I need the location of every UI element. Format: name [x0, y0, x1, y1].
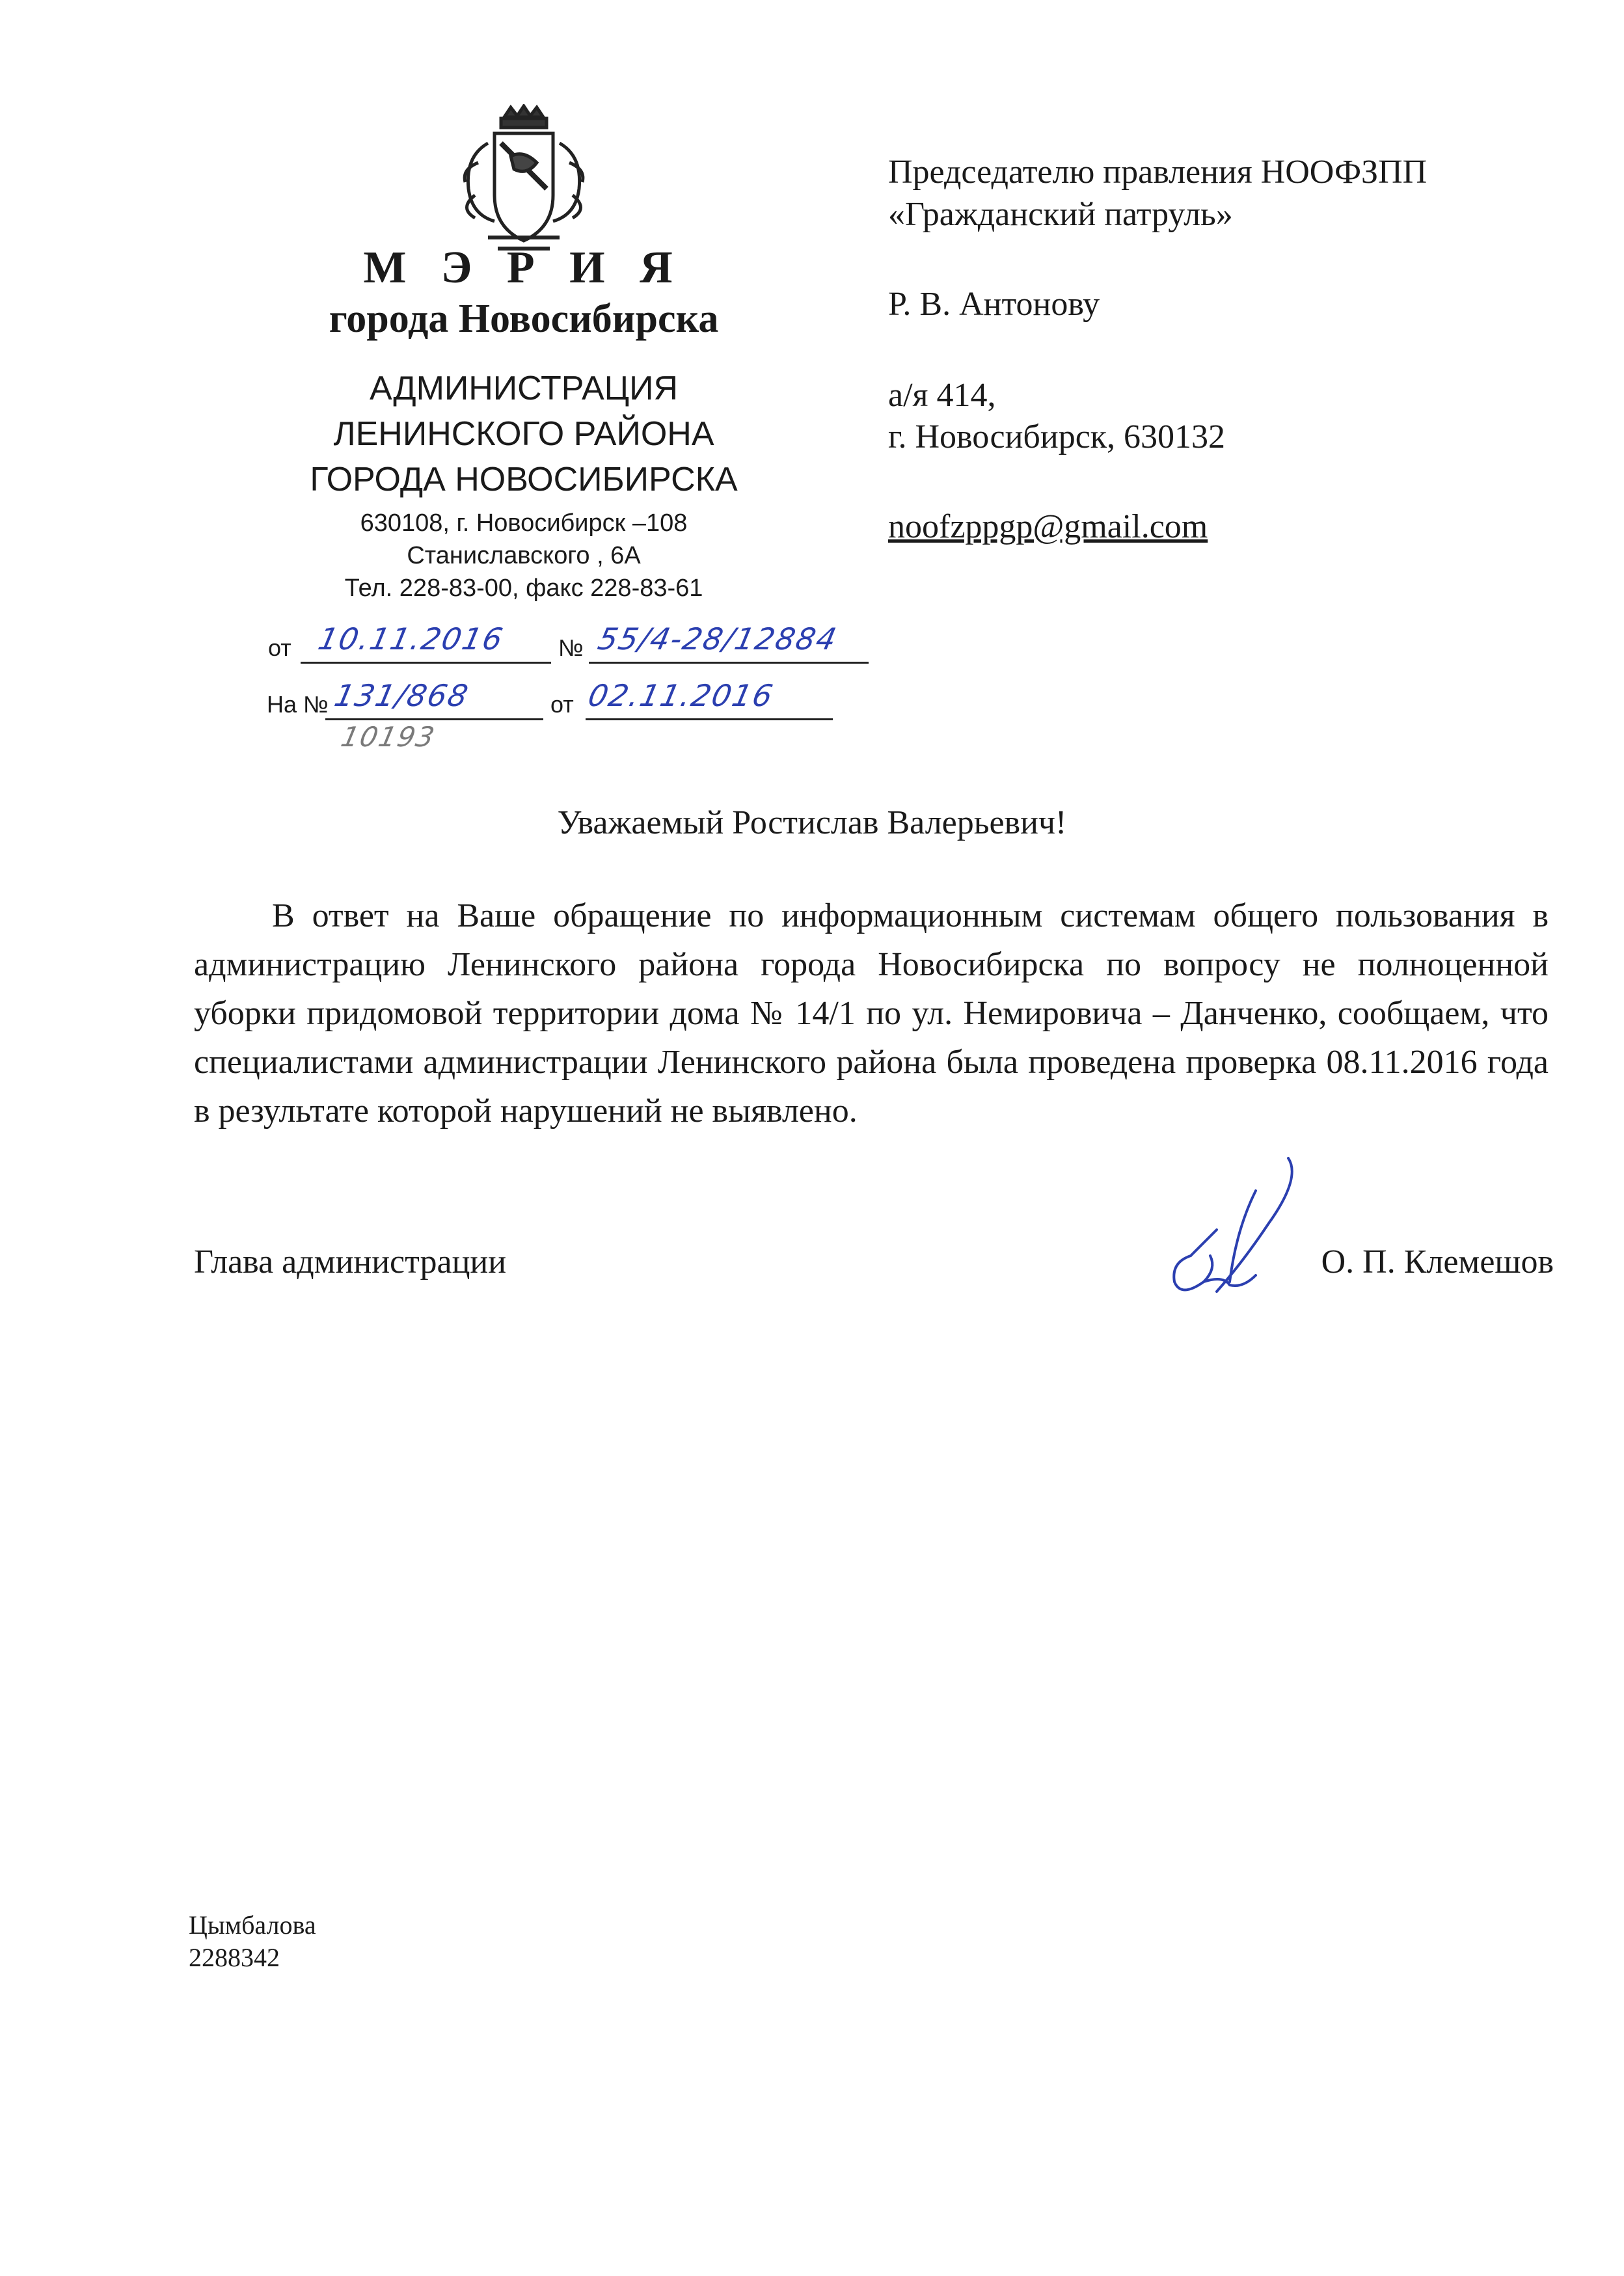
signatory-title: Глава администрации: [194, 1243, 507, 1280]
addressee-line-1: Председателю правления НООФЗПП: [888, 154, 1428, 191]
admin-line-1: АДМИНИСТРАЦИЯ: [369, 370, 679, 407]
address-line-2: Станиславского , 6А: [407, 542, 641, 569]
ref-number-line: [589, 660, 869, 664]
ref-number: 55/4-28/12884: [595, 621, 841, 657]
admin-line-3: ГОРОДА НОВОСИБИРСКА: [310, 461, 738, 498]
registration-note: 10193: [338, 721, 439, 753]
ref-number-label: №: [558, 634, 584, 661]
addressee-email-link[interactable]: noofzppgp@gmail.com: [888, 508, 1208, 545]
addressee-city: г. Новосибирск, 630132: [888, 418, 1226, 455]
reply-number-label: На №: [267, 691, 329, 718]
handwritten-signature: [1152, 1152, 1327, 1308]
city-crest-icon: [449, 104, 599, 260]
reply-date: 02.11.2016: [585, 678, 778, 713]
addressee-box: а/я 414,: [888, 377, 996, 414]
ref-date-line: [301, 660, 551, 664]
addressee-line-2: «Гражданский патруль»: [888, 196, 1233, 233]
letterhead-city: города Новосибирска: [329, 297, 719, 341]
address-line-1: 630108, г. Новосибирск –108: [360, 509, 688, 537]
reply-date-line: [586, 717, 833, 720]
ref-date: 10.11.2016: [315, 621, 508, 657]
ref-from-label: от: [268, 634, 291, 661]
address-line-3: Тел. 228-83-00, факс 228-83-61: [344, 575, 703, 602]
letter-greeting: Уважаемый Ростислав Валерьевич!: [557, 804, 1067, 841]
reply-number: 131/868: [331, 678, 472, 713]
executor-phone: 2288342: [189, 1943, 280, 1972]
admin-line-2: ЛЕНИНСКОГО РАЙОНА: [333, 415, 714, 453]
reply-from-label: от: [550, 691, 574, 718]
signatory-name: О. П. Клемешов: [1321, 1243, 1554, 1280]
letter-body: В ответ на Ваше обращение по информационным системам общего пользования в администрацию Ленинского района города Новосибирска по вопросу не полноценной уборки придомовой территории дома № 14/1 по ул. Немировича – Данченко, сообщаем, что специалистами администрации Ленинского района была проведена проверка 08.11.2016 года в результате которой нарушений не выявлено.: [194, 897, 1549, 1130]
executor-name: Цымбалова: [189, 1910, 316, 1940]
reply-number-line: [325, 717, 543, 720]
letterhead-title: М Э Р И Я: [363, 243, 684, 293]
addressee-name: Р. В. Антонову: [888, 286, 1100, 323]
